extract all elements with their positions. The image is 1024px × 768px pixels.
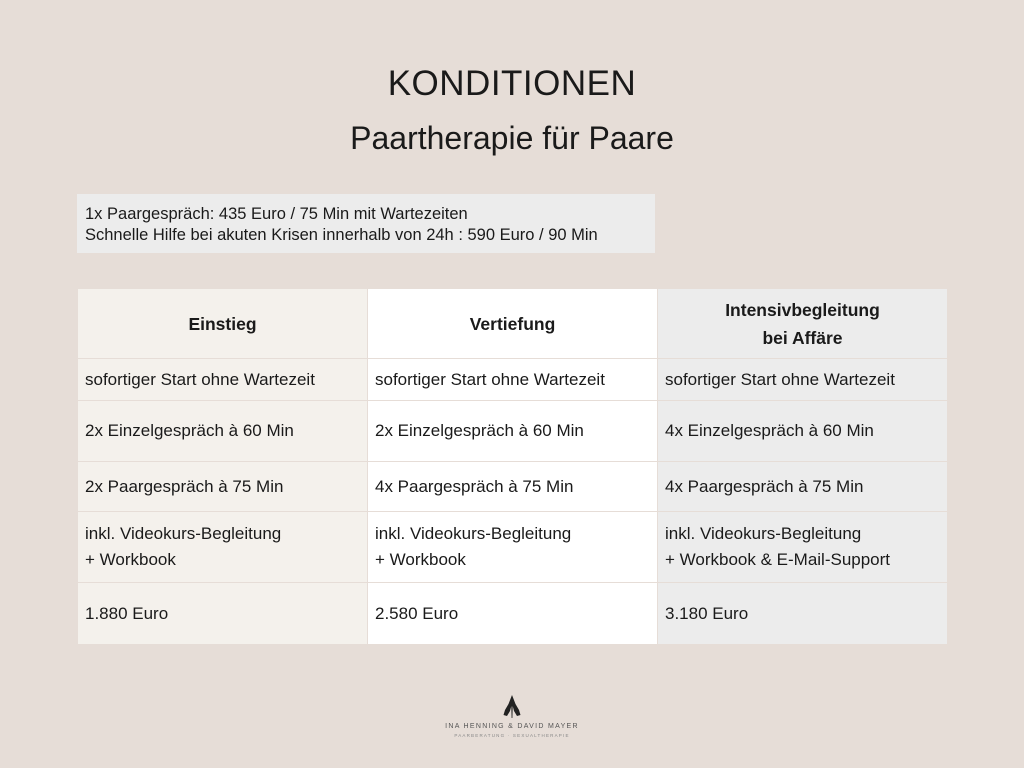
table-header-row xyxy=(78,289,948,359)
extra-line: + Workbook xyxy=(375,550,466,569)
pricing-table xyxy=(77,288,948,645)
package-header-vertiefung xyxy=(368,289,658,359)
price-cell: 2.580 Euro xyxy=(368,583,658,645)
table-cell xyxy=(658,512,948,583)
extra-line: inkl. Videokurs-Begleitung xyxy=(85,524,282,543)
table-cell: 2x Einzelgespräch à 60 Min xyxy=(78,401,368,462)
single-session-price: 1x Paargespräch: 435 Euro / 75 Min mit Wartezeiten xyxy=(85,205,468,223)
extra-line: + Workbook xyxy=(85,550,176,569)
package-header-einstieg xyxy=(78,289,368,359)
brand-logo xyxy=(412,694,612,738)
package-name: Vertiefung xyxy=(469,313,556,334)
table-cell: 2x Paargespräch à 75 Min xyxy=(78,462,368,512)
table-cell: 2x Einzelgespräch à 60 Min xyxy=(368,401,658,462)
package-header-intensivbegleitung xyxy=(658,289,948,359)
table-cell: 4x Paargespräch à 75 Min xyxy=(368,462,658,512)
extra-line: + Workbook & E-Mail-Support xyxy=(665,550,891,569)
price-cell: 3.180 Euro xyxy=(658,583,948,645)
table-row-paargespraech xyxy=(78,462,948,512)
brand-name: INA HENNING & DAVID MAYER xyxy=(445,723,579,730)
table-cell: 4x Einzelgespräch à 60 Min xyxy=(658,401,948,462)
price-cell: 1.880 Euro xyxy=(78,583,368,645)
page-title: KONDITIONEN xyxy=(387,64,637,103)
page-subtitle: Paartherapie für Paare xyxy=(350,120,674,156)
brand-tagline: PAARBERATUNG · SEXUALTHERAPIE xyxy=(454,733,570,738)
extra-line: inkl. Videokurs-Begleitung xyxy=(375,524,572,543)
extra-line: inkl. Videokurs-Begleitung xyxy=(665,524,862,543)
package-name: Einstieg xyxy=(188,313,257,334)
table-row-start xyxy=(78,359,948,401)
praying-hands-icon xyxy=(502,694,522,720)
table-row-einzelgespraech xyxy=(78,401,948,462)
table-cell xyxy=(78,512,368,583)
table-cell: 4x Paargespräch à 75 Min xyxy=(658,462,948,512)
package-name: Intensivbegleitung xyxy=(725,299,880,320)
table-row-extras xyxy=(78,512,948,583)
crisis-help-price: Schnelle Hilfe bei akuten Krisen innerhalb von 24h : 590 Euro / 90 Min xyxy=(85,226,598,244)
single-session-info-box xyxy=(77,194,655,253)
table-cell: sofortiger Start ohne Wartezeit xyxy=(658,359,948,401)
package-name-line2: bei Affäre xyxy=(762,327,843,348)
table-row-price xyxy=(78,583,948,645)
table-cell: sofortiger Start ohne Wartezeit xyxy=(78,359,368,401)
table-cell: sofortiger Start ohne Wartezeit xyxy=(368,359,658,401)
table-cell xyxy=(368,512,658,583)
